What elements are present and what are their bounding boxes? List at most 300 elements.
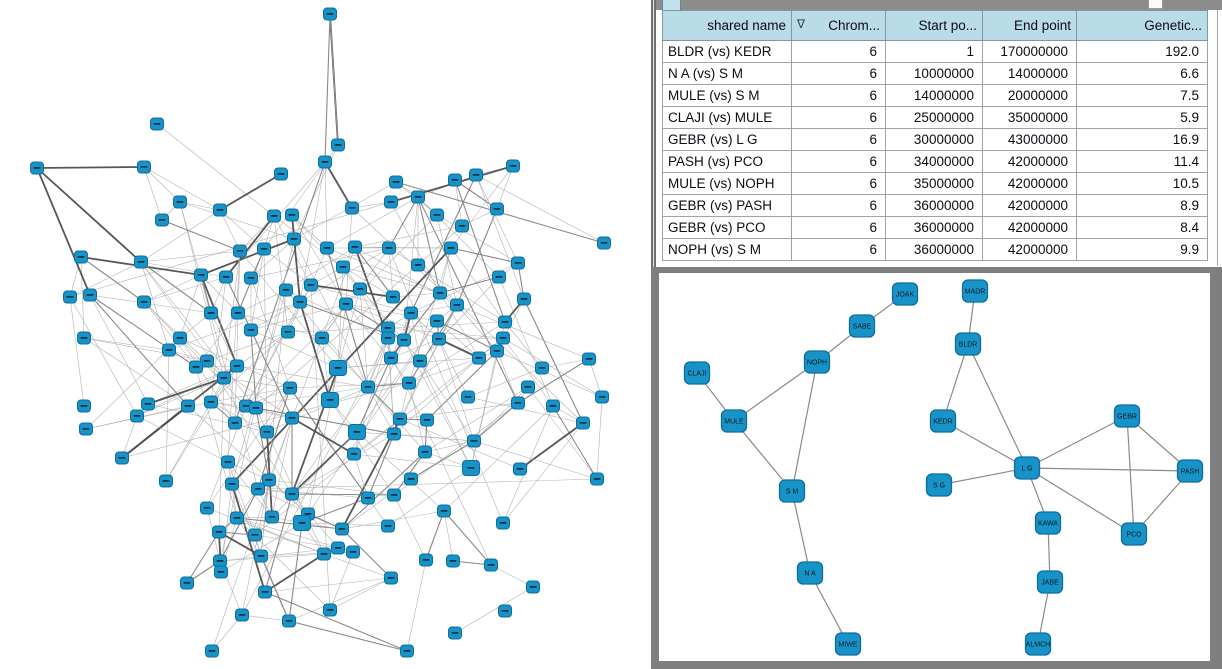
network-node[interactable] xyxy=(462,391,475,403)
network-node[interactable] xyxy=(284,382,297,394)
network-node[interactable] xyxy=(261,426,274,438)
network-node[interactable] xyxy=(218,372,231,384)
network-edge xyxy=(474,387,528,441)
table-cell: 42000000 xyxy=(983,217,1077,239)
detail-network-node[interactable] xyxy=(1115,405,1140,427)
network-node[interactable] xyxy=(420,554,433,566)
node-label-mark xyxy=(448,247,455,249)
node-label-mark xyxy=(539,367,546,369)
node-label-mark xyxy=(502,321,509,323)
network-node[interactable] xyxy=(205,396,218,408)
network-edge xyxy=(503,338,602,397)
network-node[interactable] xyxy=(388,428,401,440)
network-edge xyxy=(368,434,394,498)
network-node[interactable] xyxy=(405,473,418,485)
node-label-mark xyxy=(476,357,483,359)
node-label-mark xyxy=(494,350,501,352)
network-node[interactable] xyxy=(286,412,299,424)
node-label-mark xyxy=(385,525,392,527)
network-node[interactable] xyxy=(394,413,407,425)
network-node[interactable] xyxy=(215,566,228,578)
network-node[interactable] xyxy=(401,645,414,657)
network-node[interactable] xyxy=(491,203,504,215)
network-node[interactable] xyxy=(449,174,462,186)
network-node[interactable] xyxy=(398,334,411,346)
node-label-mark xyxy=(424,419,431,421)
table-row[interactable] xyxy=(663,217,1208,239)
network-node[interactable] xyxy=(182,400,195,412)
network-node[interactable] xyxy=(385,196,398,208)
network-node[interactable] xyxy=(294,516,311,531)
table-cell: CLAJI (vs) MULE xyxy=(663,107,792,129)
detail-network-node[interactable] xyxy=(1026,633,1051,655)
node-label-mark xyxy=(599,396,606,398)
node-label-mark xyxy=(343,303,350,305)
column-header-label: Start po... xyxy=(918,18,977,33)
network-node[interactable] xyxy=(518,293,531,305)
detail-network-node[interactable] xyxy=(931,410,956,432)
network-node[interactable] xyxy=(499,605,512,617)
network-node[interactable] xyxy=(547,400,560,412)
network-node[interactable] xyxy=(249,529,262,541)
node-label-mark xyxy=(365,386,372,388)
network-node[interactable] xyxy=(266,511,279,523)
node-label-mark xyxy=(500,522,507,524)
detail-edges xyxy=(697,288,1190,644)
network-node[interactable] xyxy=(382,520,395,532)
table-cell: BLDR (vs) KEDR xyxy=(663,41,792,63)
network-node[interactable] xyxy=(214,204,227,216)
detail-network-node[interactable] xyxy=(956,333,981,355)
network-node[interactable] xyxy=(336,523,349,535)
network-node[interactable] xyxy=(591,473,604,485)
node-label-mark xyxy=(289,417,296,419)
network-node[interactable] xyxy=(160,475,173,487)
table-row[interactable] xyxy=(663,85,1208,107)
network-node[interactable] xyxy=(382,332,395,344)
network-node[interactable] xyxy=(468,435,481,447)
node-label-mark xyxy=(397,418,404,420)
network-edge xyxy=(528,387,597,479)
node-label: CLAJI xyxy=(687,370,707,378)
network-node[interactable] xyxy=(319,156,332,168)
network-node[interactable] xyxy=(583,353,596,365)
table-cell: GEBR (vs) L G xyxy=(663,129,792,151)
node-label-mark xyxy=(327,399,334,401)
table-row[interactable] xyxy=(663,173,1208,195)
node-label-mark xyxy=(229,483,236,485)
network-edge xyxy=(237,366,368,387)
detail-nodes xyxy=(685,280,1203,655)
node-label-mark xyxy=(437,292,444,294)
network-edge xyxy=(292,494,394,495)
network-edge xyxy=(70,297,137,416)
table-row[interactable] xyxy=(663,63,1208,85)
network-node[interactable] xyxy=(536,362,549,374)
table-scrollbar-gutter[interactable] xyxy=(1208,10,1218,266)
node-label-mark xyxy=(386,247,393,249)
node-label-mark xyxy=(385,337,392,339)
network-node[interactable] xyxy=(403,377,416,389)
network-node[interactable] xyxy=(514,463,527,475)
table-row[interactable] xyxy=(663,107,1208,129)
node-label-mark xyxy=(510,165,517,167)
network-node[interactable] xyxy=(527,581,540,593)
network-edge xyxy=(325,14,330,162)
node-label-mark xyxy=(204,507,211,509)
table-row[interactable] xyxy=(663,41,1208,63)
node-label-mark xyxy=(327,13,334,15)
node-label-mark xyxy=(223,276,230,278)
network-node[interactable] xyxy=(156,214,169,226)
node-label: S M xyxy=(785,488,799,496)
node-label-mark xyxy=(580,422,587,424)
detail-network-edge xyxy=(1127,416,1134,534)
table-cell: 36000000 xyxy=(886,239,983,261)
node-label-mark xyxy=(441,510,448,512)
network-node[interactable] xyxy=(383,242,396,254)
toolbar-strip xyxy=(656,0,1222,10)
node-label-mark xyxy=(235,312,242,314)
node-label-mark xyxy=(465,396,472,398)
node-label-mark xyxy=(221,377,228,379)
network-node[interactable] xyxy=(234,245,247,257)
node-label-mark xyxy=(297,301,304,303)
network-node[interactable] xyxy=(213,526,226,538)
network-node[interactable] xyxy=(445,242,458,254)
node-label-mark xyxy=(305,513,312,515)
network-node[interactable] xyxy=(288,233,301,245)
network-node[interactable] xyxy=(190,361,203,373)
network-edge xyxy=(226,277,251,330)
node-label: L G xyxy=(1021,465,1033,473)
detail-network-node[interactable] xyxy=(1015,457,1040,479)
network-node[interactable] xyxy=(470,169,483,181)
network-node[interactable] xyxy=(456,220,469,232)
table-row[interactable] xyxy=(663,239,1208,261)
node-label-mark xyxy=(204,360,211,362)
network-node[interactable] xyxy=(131,410,144,422)
network-node[interactable] xyxy=(174,196,187,208)
network-node[interactable] xyxy=(258,243,271,255)
network-node[interactable] xyxy=(181,577,194,589)
network-node[interactable] xyxy=(419,446,432,458)
table-cell: 170000000 xyxy=(983,41,1077,63)
network-node[interactable] xyxy=(255,550,268,562)
network-node[interactable] xyxy=(201,502,214,514)
network-node[interactable] xyxy=(349,241,362,253)
network-node[interactable] xyxy=(431,209,444,221)
node-label-mark xyxy=(415,196,422,198)
network-node[interactable] xyxy=(340,298,353,310)
network-node[interactable] xyxy=(138,296,151,308)
table-cell: GEBR (vs) PCO xyxy=(663,217,792,239)
network-node[interactable] xyxy=(332,542,345,554)
network-node[interactable] xyxy=(236,609,249,621)
node-label-mark xyxy=(357,288,364,290)
node-label-mark xyxy=(408,312,415,314)
network-node[interactable] xyxy=(385,352,398,364)
network-node[interactable] xyxy=(434,287,447,299)
network-node[interactable] xyxy=(412,191,425,203)
network-node[interactable] xyxy=(362,381,375,393)
node-label-mark xyxy=(163,480,170,482)
network-node[interactable] xyxy=(116,452,129,464)
network-node[interactable] xyxy=(231,512,244,524)
network-node[interactable] xyxy=(330,361,347,376)
table-cell: MULE (vs) S M xyxy=(663,85,792,107)
network-node[interactable] xyxy=(332,139,345,151)
network-node[interactable] xyxy=(362,492,375,504)
network-node[interactable] xyxy=(294,296,307,308)
detail-network-background xyxy=(659,273,1210,661)
network-node[interactable] xyxy=(324,604,337,616)
network-node[interactable] xyxy=(206,645,219,657)
network-node[interactable] xyxy=(135,256,148,268)
network-node[interactable] xyxy=(252,483,265,495)
table-row[interactable] xyxy=(663,151,1208,173)
network-node[interactable] xyxy=(507,160,520,172)
network-node[interactable] xyxy=(522,381,535,393)
table-row[interactable] xyxy=(663,195,1208,217)
network-node[interactable] xyxy=(245,272,258,284)
table-cell: 25000000 xyxy=(886,107,983,129)
network-node[interactable] xyxy=(485,559,498,571)
network-edge xyxy=(289,621,407,651)
network-edge xyxy=(90,295,148,404)
network-node[interactable] xyxy=(491,345,504,357)
network-node[interactable] xyxy=(322,393,339,408)
network-node[interactable] xyxy=(214,555,227,567)
network-node[interactable] xyxy=(205,307,218,319)
detail-network-node[interactable] xyxy=(798,562,823,584)
network-node[interactable] xyxy=(421,414,434,426)
node-label-mark xyxy=(252,534,259,536)
network-node[interactable] xyxy=(283,615,296,627)
network-node[interactable] xyxy=(64,291,77,303)
network-node[interactable] xyxy=(31,162,44,174)
network-node[interactable] xyxy=(348,448,361,460)
network-node[interactable] xyxy=(577,417,590,429)
network-node[interactable] xyxy=(78,332,91,344)
node-label-mark xyxy=(401,339,408,341)
column-header-start-po-[interactable] xyxy=(886,11,983,41)
network-edge xyxy=(407,560,426,651)
network-node[interactable] xyxy=(497,517,510,529)
network-node[interactable] xyxy=(286,488,299,500)
network-node[interactable] xyxy=(451,299,464,311)
node-label-mark xyxy=(393,181,400,183)
node-label-mark xyxy=(185,405,192,407)
table-cell: GEBR (vs) PASH xyxy=(663,195,792,217)
network-node[interactable] xyxy=(405,307,418,319)
table-cell: 6 xyxy=(792,217,886,239)
network-node[interactable] xyxy=(316,332,329,344)
network-node[interactable] xyxy=(138,161,151,173)
network-node[interactable] xyxy=(499,316,512,328)
network-edge xyxy=(144,167,162,220)
network-node[interactable] xyxy=(151,118,164,130)
network-node[interactable] xyxy=(512,397,525,409)
table-cell: 6 xyxy=(792,173,886,195)
network-node[interactable] xyxy=(349,425,366,440)
node-label-mark xyxy=(225,461,232,463)
network-node[interactable] xyxy=(346,202,359,214)
network-edge xyxy=(368,387,394,434)
node-label-mark xyxy=(404,650,411,652)
network-node[interactable] xyxy=(354,283,367,295)
node-label-mark xyxy=(81,337,88,339)
table-cell: 6 xyxy=(792,239,886,261)
node-label-mark xyxy=(198,274,205,276)
network-node[interactable] xyxy=(280,284,293,296)
detail-network-node[interactable] xyxy=(836,633,861,655)
node-label: GEBR xyxy=(1117,413,1137,421)
network-node[interactable] xyxy=(195,269,208,281)
node-label-mark xyxy=(216,531,223,533)
network-edge xyxy=(393,293,440,297)
network-node[interactable] xyxy=(431,315,444,327)
node-label-mark xyxy=(83,428,90,430)
node-label-mark xyxy=(248,329,255,331)
node-label-mark xyxy=(388,357,395,359)
network-node[interactable] xyxy=(414,355,427,367)
detail-network-node[interactable] xyxy=(1122,523,1147,545)
network-node[interactable] xyxy=(232,307,245,319)
network-node[interactable] xyxy=(385,572,398,584)
column-header-shared-name[interactable] xyxy=(663,11,792,41)
network-node[interactable] xyxy=(493,271,506,283)
detail-network-node[interactable] xyxy=(963,280,988,302)
network-node[interactable] xyxy=(447,555,460,567)
node-label-mark xyxy=(119,457,126,459)
node-label-mark xyxy=(351,453,358,455)
detail-network-node[interactable] xyxy=(927,474,952,496)
network-node[interactable] xyxy=(390,176,403,188)
node-label-mark xyxy=(271,215,278,217)
network-edge xyxy=(457,305,589,359)
network-node[interactable] xyxy=(473,352,486,364)
network-node[interactable] xyxy=(463,461,480,476)
detail-network-edge xyxy=(792,362,817,491)
network-node[interactable] xyxy=(512,257,525,269)
column-header-genetic-[interactable] xyxy=(1077,11,1208,41)
network-node[interactable] xyxy=(222,456,235,468)
network-node[interactable] xyxy=(318,548,331,560)
network-node[interactable] xyxy=(226,478,239,490)
network-node[interactable] xyxy=(388,489,401,501)
network-edge xyxy=(505,322,542,368)
network-node[interactable] xyxy=(321,242,334,254)
network-node[interactable] xyxy=(268,210,281,222)
network-node[interactable] xyxy=(80,423,93,435)
network-node[interactable] xyxy=(84,289,97,301)
table-cell: 35000000 xyxy=(886,173,983,195)
detail-network-node[interactable] xyxy=(893,283,918,305)
network-node[interactable] xyxy=(347,546,360,558)
node-label-mark xyxy=(261,248,268,250)
network-node[interactable] xyxy=(142,398,155,410)
detail-network-node[interactable] xyxy=(805,351,830,373)
network-edge xyxy=(37,168,141,262)
network-edge xyxy=(180,275,201,338)
network-node[interactable] xyxy=(387,291,400,303)
network-node[interactable] xyxy=(598,237,611,249)
detail-network-edge xyxy=(792,491,810,573)
node-label-mark xyxy=(327,609,334,611)
network-edge xyxy=(503,406,553,523)
network-node[interactable] xyxy=(220,271,233,283)
node-label-mark xyxy=(248,277,255,279)
node-label-mark xyxy=(322,161,329,163)
network-node[interactable] xyxy=(282,326,295,338)
network-node[interactable] xyxy=(449,627,462,639)
detail-network-canvas[interactable] xyxy=(659,273,1210,661)
network-node[interactable] xyxy=(497,332,510,344)
network-node[interactable] xyxy=(438,505,451,517)
table-cell: 10.5 xyxy=(1077,173,1208,195)
network-node[interactable] xyxy=(596,391,609,403)
network-node[interactable] xyxy=(229,417,242,429)
network-node[interactable] xyxy=(245,324,258,336)
detail-network-node[interactable] xyxy=(1038,571,1063,593)
network-node[interactable] xyxy=(433,333,446,345)
node-label-mark xyxy=(141,301,148,303)
detail-network-node[interactable] xyxy=(1178,460,1203,482)
network-node[interactable] xyxy=(163,344,176,356)
node-label-mark xyxy=(496,276,503,278)
detail-network-node[interactable] xyxy=(685,362,710,384)
network-edge xyxy=(269,338,322,480)
detail-network-node[interactable] xyxy=(1036,512,1061,534)
table-cell: N A (vs) S M xyxy=(663,63,792,85)
node-label-mark xyxy=(324,247,331,249)
node-label-mark xyxy=(550,405,557,407)
node-label-mark xyxy=(335,144,342,146)
network-node[interactable] xyxy=(250,402,263,414)
network-edge xyxy=(451,248,518,263)
table-row[interactable] xyxy=(663,129,1208,151)
detail-network-node[interactable] xyxy=(722,410,747,432)
network-node[interactable] xyxy=(275,168,288,180)
detail-network-node[interactable] xyxy=(780,480,805,502)
node-label-mark xyxy=(594,478,601,480)
network-node[interactable] xyxy=(174,332,187,344)
network-edge xyxy=(311,285,393,297)
network-node[interactable] xyxy=(75,251,88,263)
network-node[interactable] xyxy=(286,209,299,221)
network-edge xyxy=(292,418,354,454)
filter-icon[interactable]: ∇ xyxy=(797,17,806,31)
node-label-mark xyxy=(452,179,459,181)
table-cell: NOPH (vs) S M xyxy=(663,239,792,261)
network-node[interactable] xyxy=(78,400,91,412)
network-node[interactable] xyxy=(231,360,244,372)
column-header-chrom-[interactable] xyxy=(792,11,886,41)
column-header-end-point[interactable] xyxy=(983,11,1077,41)
node-label: S G xyxy=(932,482,946,490)
network-node[interactable] xyxy=(324,8,337,20)
network-edge xyxy=(444,511,453,561)
network-edge xyxy=(455,587,533,633)
network-node[interactable] xyxy=(337,261,350,273)
network-node[interactable] xyxy=(259,586,272,598)
network-node[interactable] xyxy=(412,259,425,271)
node-label-mark xyxy=(388,201,395,203)
detail-network-node[interactable] xyxy=(850,315,875,337)
network-node[interactable] xyxy=(305,279,318,291)
node-label-mark xyxy=(601,242,608,244)
